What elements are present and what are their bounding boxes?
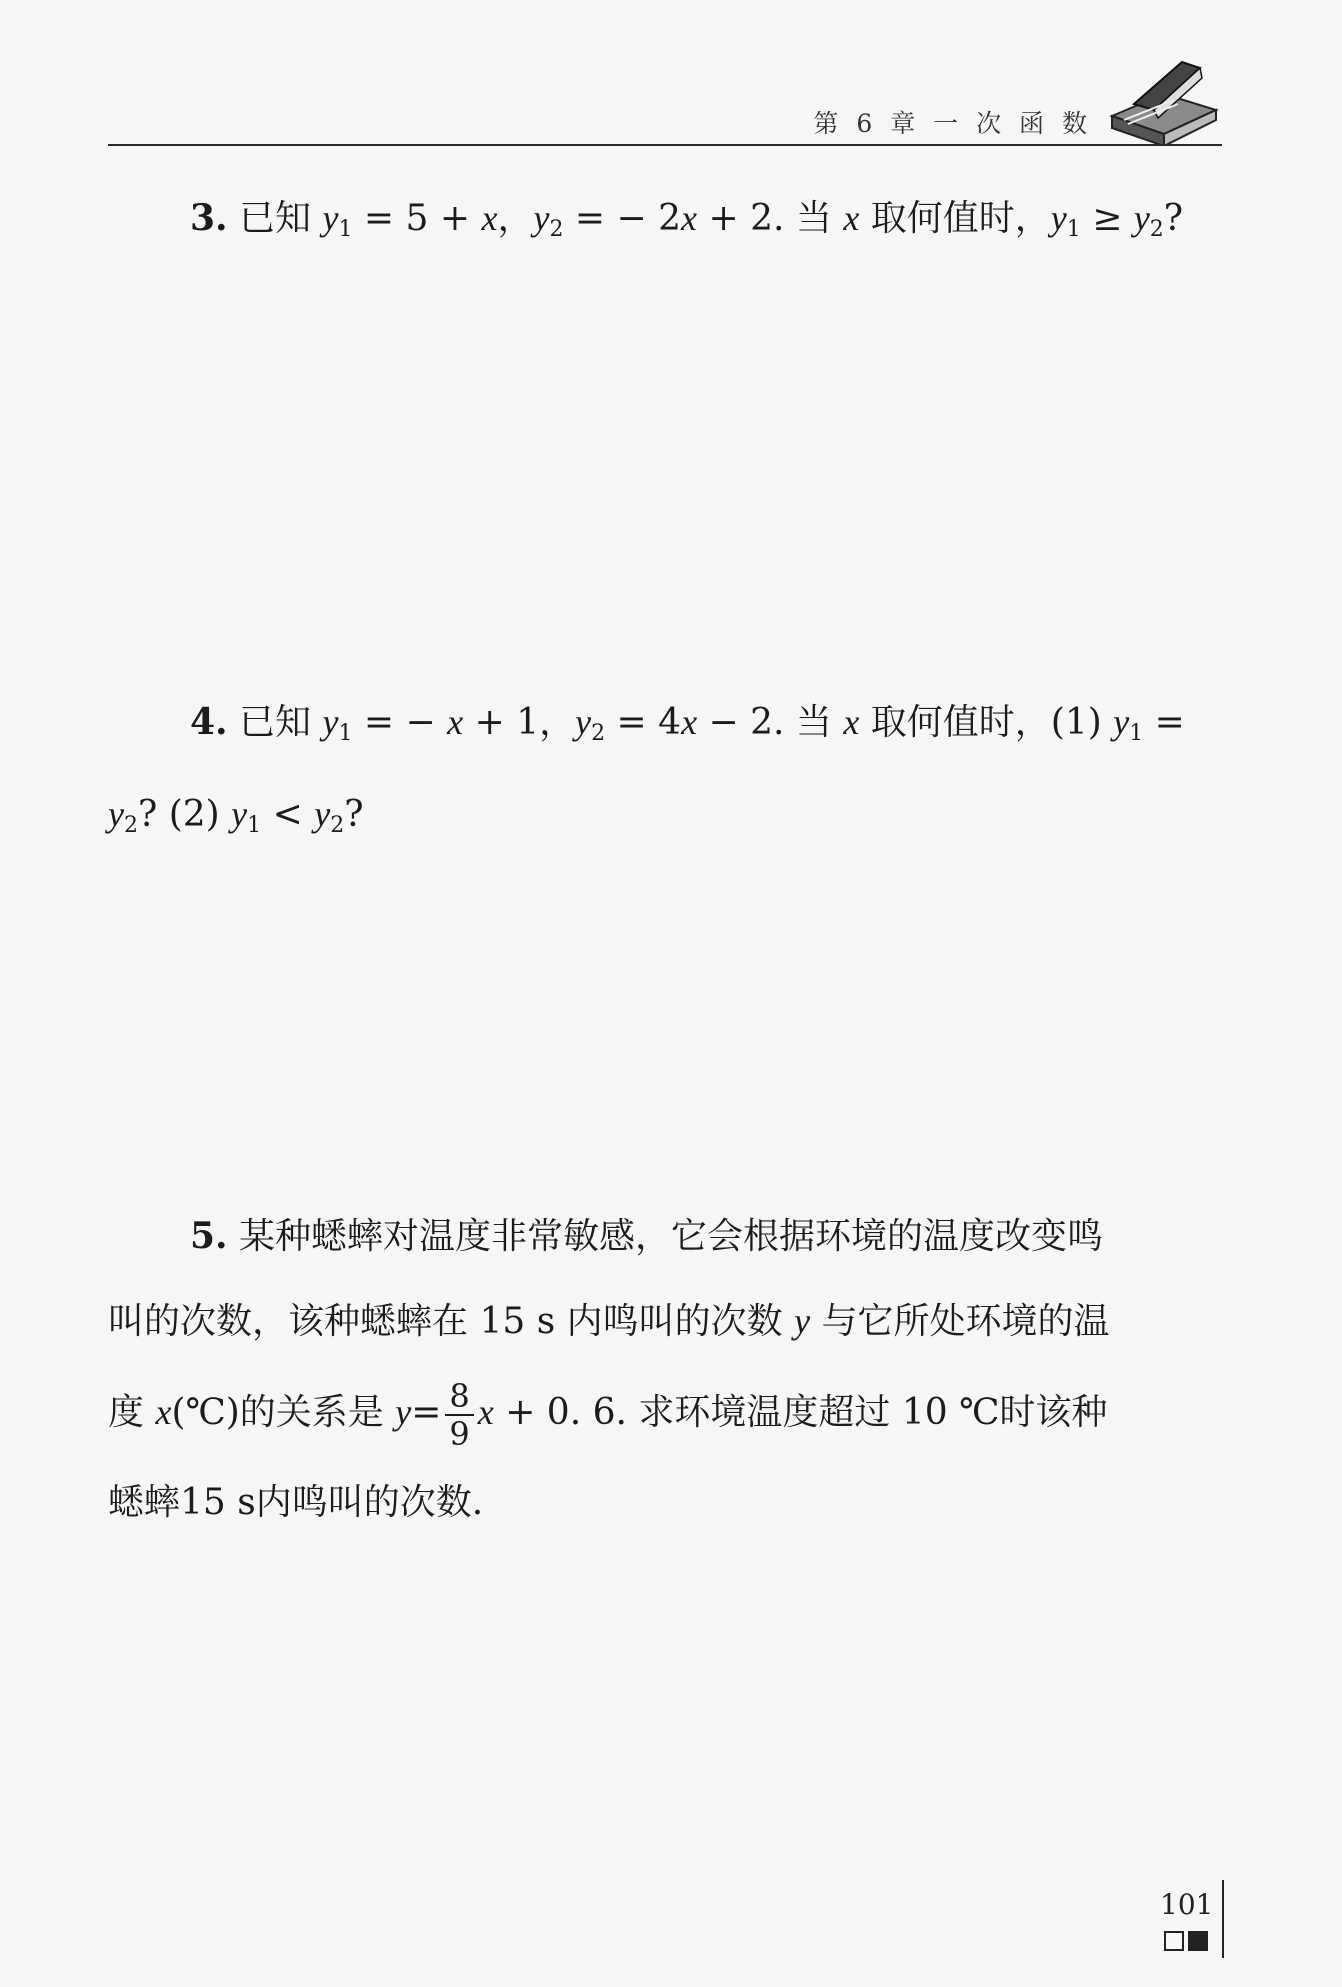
problem-text: = − 2 (563, 198, 682, 239)
subscript: 1 (1129, 721, 1144, 746)
problem-text: 与它所处环境的温 (810, 1301, 1110, 1342)
page-marker (1164, 1930, 1212, 1951)
problem-text: < (261, 794, 315, 835)
subscript: 2 (330, 813, 345, 838)
problem-text: + 2. 当 (697, 198, 844, 239)
empty-square-icon (1164, 1931, 1184, 1951)
filled-square-icon (1188, 1931, 1208, 1951)
book-stack-icon (1104, 54, 1222, 144)
problem-text: 已知 (239, 198, 323, 239)
page-number: 101 (1160, 1888, 1214, 1921)
subscript: 1 (1066, 217, 1081, 242)
chapter-title: 第 6 章 一 次 函 数 (813, 109, 1092, 138)
problem-text: 取何值时，(1) (859, 702, 1114, 743)
problem-text: = (411, 1392, 442, 1433)
subscript: 2 (1149, 217, 1164, 242)
page-header (108, 104, 1222, 142)
math-var: y (575, 702, 592, 742)
math-var: x (481, 198, 498, 238)
math-var: x (681, 702, 698, 742)
problem-line (108, 682, 1222, 774)
problem-text: + 1， (463, 702, 576, 743)
problem-text: = 5 + (352, 198, 482, 239)
problem-number: 4. (190, 701, 228, 743)
subscript: 2 (549, 217, 564, 242)
problem-text: ， (497, 198, 534, 239)
math-var: x (681, 198, 698, 238)
problem-line (108, 1194, 1222, 1279)
math-var: y (794, 1301, 811, 1341)
math-var: y (395, 1392, 412, 1432)
problem-text: ? (2) (137, 794, 232, 835)
math-var: y (231, 794, 248, 834)
math-var: y (322, 702, 339, 742)
problem-text: 度 (108, 1392, 156, 1433)
math-var: y (108, 794, 124, 834)
problem-number: 3. (190, 197, 228, 239)
math-var: y (1113, 702, 1130, 742)
problem-text: 蟋蟀15 s内鸣叫的次数. (108, 1482, 484, 1523)
subscript: 2 (123, 813, 138, 838)
problem-text: 叫的次数，该种蟋蟀在 15 s 内鸣叫的次数 (108, 1301, 795, 1342)
problem-4 (108, 682, 1222, 866)
subscript: 1 (338, 217, 353, 242)
problem-text: ? (1163, 198, 1184, 239)
problem-text: ≥ (1080, 198, 1134, 239)
problem-5 (108, 1194, 1222, 1545)
math-var: x (477, 1392, 494, 1432)
problem-line (108, 1461, 1222, 1545)
problem-3 (108, 178, 1222, 270)
math-var: y (533, 198, 550, 238)
math-var: x (155, 1392, 172, 1432)
subscript: 2 (591, 721, 606, 746)
fraction-denominator: 9 (449, 1415, 470, 1453)
problem-text: 已知 (239, 702, 323, 743)
math-var: y (322, 198, 339, 238)
math-var: x (843, 198, 860, 238)
page-number-bar (1222, 1880, 1224, 1958)
problem-text: 取何值时， (859, 198, 1051, 239)
fraction-numerator: 8 (445, 1378, 473, 1416)
subscript: 1 (338, 721, 353, 746)
problem-text: ? (344, 794, 364, 835)
math-var: y (1050, 198, 1067, 238)
problem-text: = − (352, 702, 448, 743)
problem-text: = 4 (605, 702, 682, 743)
math-var: y (314, 794, 331, 834)
problem-text: + 0. 6. 求环境温度超过 10 ℃时该种 (493, 1392, 1108, 1433)
problem-text: (℃)的关系是 (171, 1392, 396, 1433)
math-var: y (1133, 198, 1150, 238)
math-var: x (843, 702, 860, 742)
problem-text: − 2. 当 (697, 702, 844, 743)
math-var: x (447, 702, 464, 742)
problem-text: 某种蟋蟀对温度非常敏感，它会根据环境的温度改变鸣 (239, 1216, 1104, 1257)
problem-number: 5. (190, 1215, 228, 1257)
header-divider (108, 144, 1222, 146)
problem-text: = (1143, 702, 1185, 743)
problem-line (108, 1279, 1222, 1364)
problem-line (108, 774, 1222, 866)
subscript: 1 (247, 813, 262, 838)
fraction (445, 1378, 473, 1452)
problem-line (108, 1364, 1222, 1461)
